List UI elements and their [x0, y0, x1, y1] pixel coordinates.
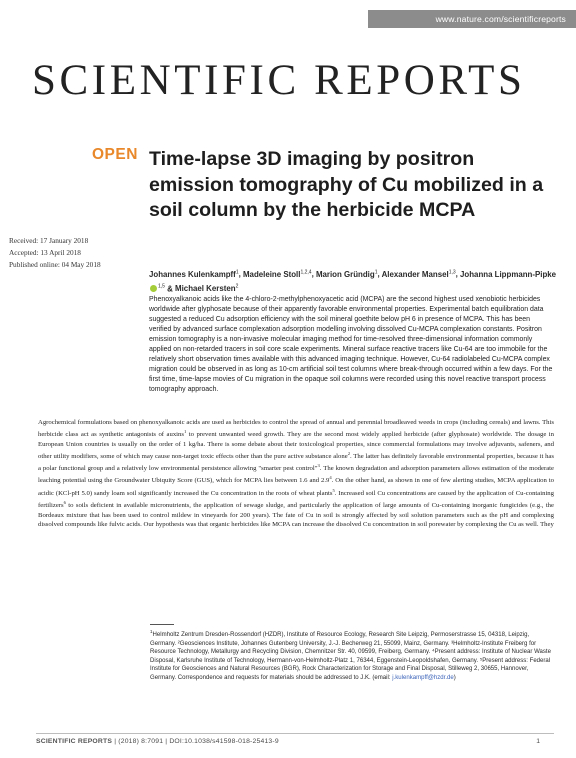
citation-ref[interactable]: 6 — [63, 500, 66, 506]
published-date: Published online: 04 May 2018 — [9, 260, 101, 269]
author-name: Michael Kersten — [175, 284, 236, 294]
author-name: Johannes Kulenkampff — [149, 269, 236, 279]
author-affiliation-marker: 1,3 — [448, 269, 456, 275]
author — [382, 270, 456, 279]
introduction-paragraph — [38, 418, 554, 529]
body-text-segment: to prevent unwanted weed growth. They are the second most widely applied herbicide (after glyphosate) worldwide. The dosage in European Union countries is usually on the order of 1 kg/ha. There is some debate about their toxicological properties, since commercial formulations may involve adjuvants, safeners, and other utility modifiers, some of which may cause non-target toxic effects other than the pure active substance alone — [38, 431, 554, 460]
author-affiliation-marker: 1 — [374, 269, 378, 275]
affiliations-end: ) — [453, 674, 456, 681]
article-dates — [9, 235, 101, 271]
body-text-segment: to soils deficient in available micronutrients, the application of sewage sludge, and particularly the application of large amounts of Cu-containing inorganic fungicides (e.g., the Bordeaux mixture that has been used to control mildew in vineyards for 200 years). The fate of Cu in soil is strongly affected by soil solution parameters such as the pH and complexing dissolved compounds like fulvic acids. Our hypothesis was that organic herbicides like MCPA can increase the dissolved Cu concentration in soil porewater by complexing the Cu as well. They — [38, 502, 554, 528]
body-text-segment: Agrochemical formulations based on phenoxyalkanoic acids are used as herbicides to control the spread of annual and perennial broadleaved weeds in crops (including cereals) and lawns. This herbicide class act as synthetic antagonists of auxins — [38, 419, 554, 439]
abstract: Phenoxyalkanoic acids like the 4-chloro-2-methylphenoxyacetic acid (MCPA) are the second highest used xenobiotic herbicides worldwide after glyphosate because of their apparently favorable environmental properties. Experimental batch equilibration data suggested a reduced Cu adsorption efficiency with the soil mineral goethite below pH 6 in presence of MCPA. This has been verified by advanced surface complexation adsorption modelling involving dissolved Cu-MCPA complexation constants. Positron emission tomography is a non-invasive molecular imaging method for time-resolved three-dimensional information commonly applied on non-retarded tracers in soil core scale experiments. Mineral surface reactive tracers like Cu-64 are too immobile for the relatively short observation times available with this advanced imaging technique. However, Cu-64 radiolabeled Cu-MCPA complex migration could be observed in as long as 10-cm artificial soil test columns where break-through occurred within a few days. For the first time, time-lapse movies of Cu migration in the opaque soil columns were recorded using this novel reactive transport process tomography approach. — [149, 296, 553, 394]
page-footer — [36, 738, 279, 745]
citation-ref[interactable]: 5 — [332, 487, 335, 493]
citation-ref[interactable]: 2 — [347, 450, 350, 456]
author — [149, 270, 239, 279]
author-list: Johannes Kulenkampff$^1$, Madeleine Stoll$^{1,2,4}$, Marion Gründig$^1$, Alexander Mansel$^{1,3}$, Johanna Lippmann-Pipke$^{1,5}$ & Michael Kersten$^2$ — [149, 269, 557, 294]
author — [316, 270, 378, 279]
article-title: Time-lapse 3D imaging by positron emission tomography of Cu mobilized in a soil column by the herbicide MCPA — [149, 148, 544, 221]
author — [243, 270, 312, 279]
body-text-segment: . On the other hand, as shown in one of few alerting studies, MCPA application to acidic (KCl-pH 5.0) sandy loam soil significantly increased the Cu concentration in the roots of wheat plants — [38, 477, 554, 498]
orcid-icon[interactable] — [150, 285, 157, 292]
affiliation-divider — [150, 624, 174, 625]
body-text-segment: . Increased soil Cu concentrations are caused by the application of Cu-containing fertilizers — [38, 490, 554, 510]
affiliations — [150, 628, 554, 682]
page-number: 1 — [536, 738, 540, 745]
footer-journal: SCIENTIFIC REPORTS — [36, 738, 113, 745]
author-name: Marion Gründig — [315, 269, 375, 279]
body-text-segment: . The latter has definitely favorable environmental properties, because it has a polar functional group and a relatively low environmental persistence allowing "smarter pest control" — [38, 452, 554, 473]
author-affiliation-marker: 1,5 — [158, 283, 165, 290]
body-text-segment: . The known degradation and adsorption parameters allows estimation of the moderate leaching potential using the Groundwater Ubiquity Score (GUS), which for MCPA lies between 1.6 and 2.9 — [38, 465, 554, 485]
author-affiliation-marker: 2 — [235, 283, 239, 290]
footer-divider — [36, 733, 554, 734]
author-name: Madeleine Stoll — [242, 269, 301, 279]
received-date: Received: 17 January 2018 — [9, 236, 89, 245]
author — [175, 284, 238, 293]
author-name: Alexander Mansel — [381, 269, 449, 279]
footer-citation: | (2018) 8:7091 | DOI:10.1038/s41598-018-25413-9 — [112, 738, 279, 745]
journal-url[interactable]: www.nature.com/scientificreports — [435, 14, 566, 24]
citation-ref[interactable]: 3 — [317, 463, 320, 469]
journal-url-banner[interactable] — [368, 10, 576, 28]
citation-ref[interactable]: 1 — [183, 429, 187, 435]
affiliation-marker: 1 — [150, 629, 153, 634]
correspondence-email[interactable]: j.kulenkampff@hzdr.de — [392, 674, 454, 681]
accepted-date: Accepted: 13 April 2018 — [9, 248, 81, 257]
author-name: Johanna Lippmann-Pipke — [460, 269, 557, 279]
journal-masthead — [32, 58, 552, 104]
open-access-label: OPEN — [92, 146, 138, 163]
author-affiliation-marker: 1,2,4 — [300, 269, 312, 275]
affiliations-text: Helmholtz Zentrum Dresden-Rossendorf (HZDR), Institute of Resource Ecology, Research Site Leipzig, Permoserstrasse 15, 04318, Leipzig, Germany. ²Geosciences Institute, Johannes Gutenberg University, J.-J. Becherweg 21, 55099, Mainz, Germany. ³Helmholtz-Institute Freiberg for Resource Technology, Metallurgy and Recycling Division, Chemnitzer Str. 40, 09599, Freiberg, Germany. ⁴Present address: Institute of Nuclear Waste Disposal, Karlsruhe Institute of Technology, Hermann-von-Helmholtz-Platz 1, 76344, Eggenstein-Leopoldshafen, Germany. ⁵Present address: Federal Institute for Geosciences and Natural Resources (BGR), Rock Characterization for Storage and Final Disposal, Stilleweg 2, 30655, Hannover, Germany. Correspondence and requests for materials should be addressed to J.K. (email: — [150, 632, 551, 681]
author-affiliation-marker: 1 — [235, 269, 239, 275]
citation-ref[interactable]: 4 — [329, 475, 332, 481]
journal-name: SCIENTIFIC REPORTS — [32, 57, 526, 104]
